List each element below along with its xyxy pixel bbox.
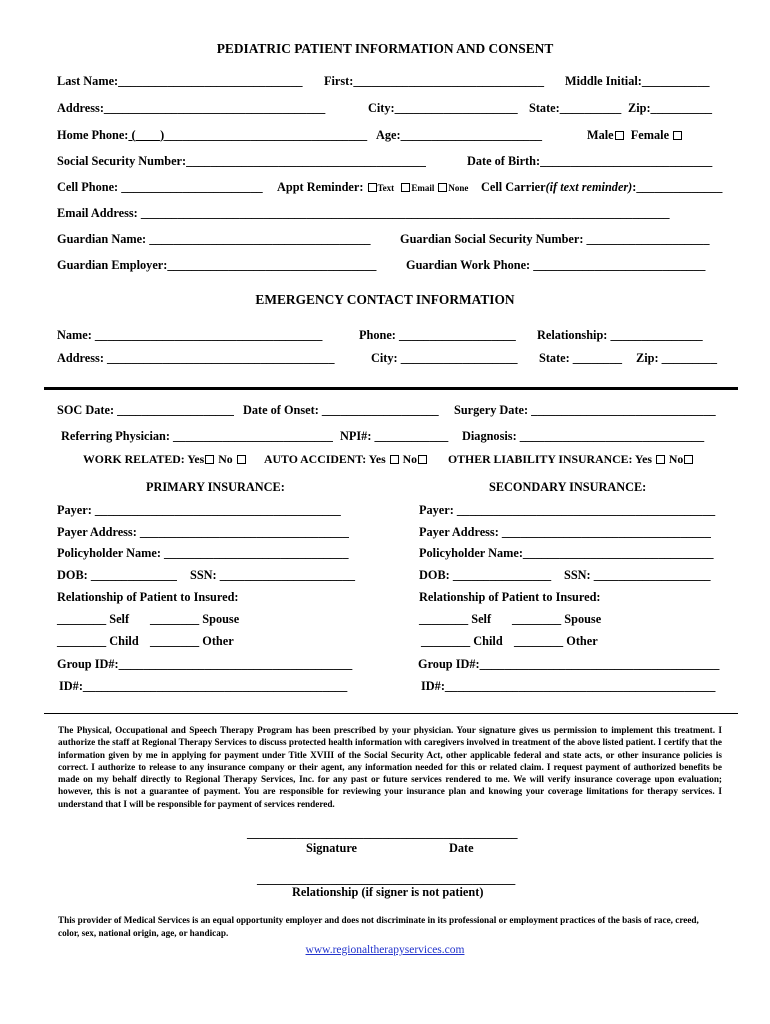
none-checkbox[interactable] [438, 183, 447, 192]
cell-phone-field[interactable]: Cell Phone: _______________________ [57, 180, 263, 194]
appt-reminder-label: Appt Reminder: [277, 180, 364, 194]
work-related-label: WORK RELATED: Yes [83, 452, 205, 466]
primary-other-field[interactable]: ________ Other [150, 634, 234, 648]
section-divider [44, 387, 738, 390]
surgery-date-field[interactable]: Surgery Date: ______________________________ [454, 403, 716, 417]
work-related-yes-checkbox[interactable] [205, 455, 214, 464]
secondary-ssn-field[interactable]: SSN: ___________________ [564, 568, 711, 582]
home-phone-field[interactable] [57, 128, 367, 143]
emergency-city-field[interactable]: City: ___________________ [371, 351, 518, 365]
auto-accident-yes-checkbox[interactable] [390, 455, 399, 464]
email-address-field[interactable]: Email Address: ______________________________________________________________________________________ [57, 206, 670, 220]
address-field[interactable]: Address:____________________________________ [57, 101, 326, 115]
website-link[interactable]: www.regionaltherapyservices.com [305, 944, 465, 956]
guardian-employer-field[interactable]: Guardian Employer:__________________________________ [57, 258, 377, 272]
emergency-state-field[interactable]: State: ________ [539, 351, 622, 365]
cell-carrier-label: Cell Carrier [481, 180, 546, 194]
primary-relationship-label: Relationship of Patient to Insured: [57, 590, 239, 604]
none-option-label: None [448, 183, 469, 193]
zip-field[interactable]: Zip:__________ [628, 101, 713, 115]
city-field[interactable]: City:____________________ [368, 101, 518, 115]
auto-accident-no-label: No [402, 452, 418, 466]
emergency-phone-field[interactable]: Phone: ___________________ [359, 328, 516, 342]
auto-accident-options [264, 452, 428, 467]
relationship-signer-label: Relationship (if signer is not patient) [292, 885, 484, 899]
cell-carrier-note: (if text reminder) [545, 180, 633, 194]
consent-divider [44, 713, 738, 714]
guardian-ssn-field[interactable]: Guardian Social Security Number: ____________________ [400, 232, 710, 246]
primary-id-field[interactable]: ID#:___________________________________________ [59, 679, 348, 693]
secondary-child-field[interactable]: ________ Child [421, 634, 503, 648]
signature-label: Signature [306, 841, 358, 855]
other-liability-yes-checkbox[interactable] [656, 455, 665, 464]
primary-spouse-field[interactable]: ________ Spouse [150, 612, 240, 626]
secondary-payer-address-field[interactable]: Payer Address: __________________________________ [419, 525, 711, 539]
secondary-dob-field[interactable]: DOB: ________________ [419, 568, 552, 582]
consent-paragraph: The Physical, Occupational and Speech Therapy Program has been prescribed by your physician. Your signature gives us permission to implement this treatment. I authorize the staff at Regional Therapy Services to discuss protected health information with caregivers involved in treatment of the above listed patient. I certify that the information given by me in applying for payment under Title XVIII of the Social Security Act, other applicable federal and state acts, or other insurance policies is correct. I authorize to release to any insurance company or their agent, any information needed for this or related claim. I request payment of authorized benefits be made on my behalf directly to Regional Therapy Services, Inc. for any past or future services rendered to me. We will verify insurance coverage upon evaluation; however, this is not a guarantee of payment. You are responsible for reviewing your insurance plan and knowing your coverage limitations for therapy services. I understand that I will be responsible for payment of services rendered. [58, 725, 722, 809]
equal-opportunity-notice: This provider of Medical Services is an equal opportunity employer and does not discriminate in its professional or employment practices of the basis of race, creed, color, sex, national origin, age, or handicap. [58, 915, 699, 938]
secondary-spouse-field[interactable]: ________ Spouse [512, 612, 602, 626]
onset-date-field[interactable]: Date of Onset: ___________________ [243, 403, 439, 417]
male-checkbox[interactable] [615, 131, 624, 140]
work-related-options [83, 452, 247, 467]
age-field[interactable]: Age:_______________________ [376, 128, 542, 142]
emergency-address-field[interactable]: Address: _____________________________________ [57, 351, 335, 365]
male-label: Male [587, 128, 614, 142]
date-label: Date [449, 841, 474, 855]
secondary-id-field[interactable]: ID#:____________________________________________ [421, 679, 716, 693]
soc-date-field[interactable]: SOC Date: ___________________ [57, 403, 234, 417]
primary-dob-field[interactable]: DOB: ______________ [57, 568, 177, 582]
npi-field[interactable]: NPI#: ____________ [340, 429, 449, 443]
primary-policyholder-field[interactable]: Policyholder Name: ______________________________ [57, 546, 349, 560]
diagnosis-field[interactable]: Diagnosis: ______________________________ [462, 429, 705, 443]
emergency-zip-field[interactable]: Zip: _________ [636, 351, 717, 365]
state-field[interactable]: State:__________ [529, 101, 622, 115]
emergency-relationship-field[interactable]: Relationship: _______________ [537, 328, 703, 342]
relationship-signer-line[interactable]: __________________________________________ [257, 872, 516, 886]
appt-reminder-options [277, 180, 468, 196]
work-related-no-checkbox[interactable] [237, 455, 246, 464]
guardian-work-phone-field[interactable]: Guardian Work Phone: ____________________________ [406, 258, 706, 272]
primary-self-field[interactable]: ________ Self [57, 612, 130, 626]
secondary-insurance-heading: SECONDARY INSURANCE: [489, 480, 647, 494]
work-related-no-label: No [218, 452, 233, 466]
first-name-field[interactable]: First:_______________________________ [324, 74, 544, 88]
text-checkbox[interactable] [368, 183, 377, 192]
emergency-name-field[interactable]: Name: _____________________________________ [57, 328, 323, 342]
secondary-other-field[interactable]: ________ Other [514, 634, 598, 648]
email-checkbox[interactable] [401, 183, 410, 192]
primary-group-id-field[interactable]: Group ID#:______________________________________ [57, 657, 353, 671]
secondary-policyholder-field[interactable]: Policyholder Name:_______________________________ [419, 546, 714, 560]
email-option-label: Email [411, 183, 435, 193]
secondary-group-id-field[interactable]: Group ID#:_______________________________________ [418, 657, 720, 671]
home-phone-area: (____) [128, 128, 165, 142]
home-phone-label: Home Phone: [57, 128, 129, 142]
dob-field[interactable]: Date of Birth:____________________________ [467, 154, 713, 168]
last-name-field[interactable]: Last Name:______________________________ [57, 74, 303, 88]
gender-options [587, 128, 683, 143]
primary-child-field[interactable]: ________ Child [57, 634, 139, 648]
other-liability-no-label: No [668, 452, 684, 466]
primary-ssn-field[interactable]: SSN: ______________________ [190, 568, 355, 582]
other-liability-options [448, 452, 694, 467]
ssn-field[interactable]: Social Security Number:_______________________________________ [57, 154, 426, 168]
secondary-relationship-label: Relationship of Patient to Insured: [419, 590, 601, 604]
female-label: Female [630, 128, 670, 142]
other-liability-label: OTHER LIABILITY INSURANCE: Yes [448, 452, 652, 466]
other-liability-no-checkbox[interactable] [684, 455, 693, 464]
primary-insurance-heading: PRIMARY INSURANCE: [146, 480, 285, 494]
cell-carrier-field[interactable] [481, 180, 722, 195]
female-checkbox[interactable] [673, 131, 682, 140]
emergency-heading: EMERGENCY CONTACT INFORMATION [255, 292, 515, 307]
auto-accident-label: AUTO ACCIDENT: Yes [264, 452, 386, 466]
secondary-self-field[interactable]: ________ Self [419, 612, 492, 626]
primary-payer-address-field[interactable]: Payer Address: __________________________________ [57, 525, 349, 539]
secondary-payer-field[interactable]: Payer: __________________________________________ [419, 503, 716, 517]
home-phone-line: _________________________________ [164, 128, 368, 142]
text-option-label: Text [377, 183, 395, 193]
referring-physician-field[interactable]: Referring Physician: __________________________ [61, 429, 333, 443]
cell-carrier-line: :______________ [632, 180, 723, 194]
primary-payer-field[interactable]: Payer: ________________________________________ [57, 503, 341, 517]
form-title: PEDIATRIC PATIENT INFORMATION AND CONSENT [216, 41, 554, 56]
middle-initial-field[interactable]: Middle Initial:___________ [565, 74, 710, 88]
auto-accident-no-checkbox[interactable] [418, 455, 427, 464]
signature-line[interactable]: ____________________________________________ [247, 826, 518, 840]
guardian-name-field[interactable]: Guardian Name: ____________________________________ [57, 232, 371, 246]
